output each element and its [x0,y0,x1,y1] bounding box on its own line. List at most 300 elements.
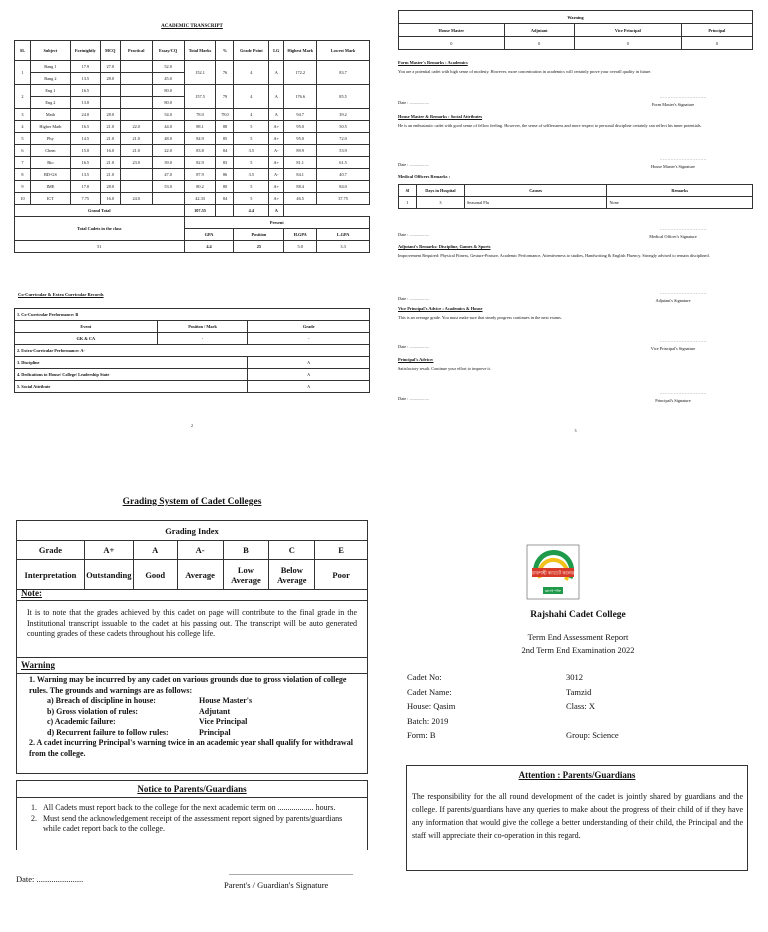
warning-rules-title: Warning [16,658,368,674]
page-number: 3 [574,428,577,433]
cell: 84 [216,145,234,157]
col-header: Grade [248,321,370,333]
interp-cell: Average [177,560,223,590]
grand-total-value: 107.55 [184,205,216,217]
cell: 5 [234,157,269,169]
cell: A+ [269,157,284,169]
guardian-signature-label: Parent's / Guardian's Signature [224,880,329,890]
grade-cell: B [223,541,269,560]
info-value: Tamzid [566,687,592,697]
exam-name: 2nd Term End Examination 2022 [521,645,635,655]
col-header: Fortnightly [70,41,100,61]
cell: 28.0 [100,73,120,85]
marks-table [14,40,370,253]
event-grade: - [248,333,370,345]
interp-cell: Low Average [223,560,269,590]
cell: 7.75 [70,193,100,205]
medical-table [398,184,753,209]
cell: 45.0 [152,73,184,85]
cell: A+ [269,193,284,205]
hgpa-value: 5.0 [284,241,317,253]
interp-cell: Outstanding [84,560,133,590]
interp-cell: Below Average [269,560,315,590]
cell: 53.9 [317,145,370,157]
table-row [15,133,370,145]
cell: 21.0 [100,121,120,133]
cell: 81.1 [284,157,317,169]
adjutant-warnings: 0 [504,37,574,50]
warning-ground-row [29,696,359,707]
cell: 48.0 [152,133,184,145]
warning-ground: b) Gross violation of rules: [47,706,138,716]
note-title: Note: [16,586,368,601]
college-logo [526,544,580,600]
interp-cell: Good [133,560,177,590]
cell-sl: 1 [15,61,31,85]
table-row [15,157,370,169]
table-row [15,61,370,73]
date-label: Date : .................. [398,396,429,401]
table-row [15,121,370,133]
info-value: Class: X [566,701,596,711]
cell: 28.0 [100,109,120,121]
cell: 87.9 [184,169,216,181]
col-header: Principal [681,24,752,37]
list-item [31,814,357,835]
cell: 78.0 [216,109,234,121]
signature-line: .............................. [659,290,707,295]
cell: A [269,109,284,121]
cell-subject: Math [30,109,70,121]
col-header: Essay/CQ [152,41,184,61]
col-header: Vice Principal [574,24,681,37]
grand-total-label: Grand Total [15,205,185,217]
vice-principal-section [398,306,753,321]
grand-lg: A [269,205,284,217]
cell: 172.2 [284,61,317,85]
cell [120,97,152,109]
col-header: Days in Hospital [416,185,464,197]
cell: 5 [234,193,269,205]
cocurricular-title: Co-Curricular & Extra Curricular Records [18,292,104,297]
section-title: House Master & Remarks : Social Attributes [398,114,483,119]
cell: 157.5 [184,85,216,109]
cell: 3 [15,109,31,121]
cell: 3.5 [234,145,269,157]
section-text: He is an enthusiastic cadet with good sense of fellow feeling. However, the sense of selflessness and more respect to personal discipline certainly can reflect his inner potentials. [398,123,702,128]
present-row [15,217,370,229]
marks-header-row [15,41,370,61]
house-master-section [398,114,753,129]
date-label: Date : .................. [398,344,429,349]
cell: 37.75 [317,193,370,205]
grade-cell: C [269,541,315,560]
cell: 6 [15,145,31,157]
signature-label: Vice Principal's Signature [650,346,696,351]
cell: 22.0 [152,145,184,157]
cell: 84.1 [284,169,317,181]
medical-signature-block [398,226,753,240]
lgpa-value: 3.3 [317,241,370,253]
col-header: SL [15,41,31,61]
warning-count-table [398,10,753,50]
cell: 13.5 [70,169,100,181]
cell: 79 [216,85,234,109]
discipline-label: 3. Discipline [15,357,248,369]
cell: 44.0 [152,121,184,133]
summary-header: GPA [184,229,234,241]
info-value: 3012 [566,672,583,682]
info-label: House: Qasim [407,701,456,711]
college-name: Rajshahi Cadet College [530,610,626,620]
cell: 40.7 [317,169,370,181]
cell: 95.0 [284,133,317,145]
cell: 28.0 [100,181,120,193]
cell: 10 [15,193,31,205]
col-header: Subject [30,41,70,61]
col-header: Grade Point [234,41,269,61]
info-value: Group: Science [566,730,619,740]
discipline-grade: A [248,357,370,369]
cell: 47.0 [152,169,184,181]
col-header: Lowest Mark [317,41,370,61]
cell: None [607,197,753,209]
cell: 17.9 [70,61,100,73]
guardian-signature-line: .............................................................. [229,868,353,877]
cell: 7 [15,157,31,169]
cell: 27.0 [100,61,120,73]
warning-ground: d) Recurrent failure to follow rules: [47,727,169,737]
cell: 16.5 [70,85,100,97]
grand-total-row [15,205,370,217]
section-title: Form Master's Remarks : Academics [398,60,468,65]
remarks-page [398,10,753,435]
cell: 4 [234,61,269,85]
list-number: 2. [31,813,37,823]
cell: 52.0 [152,61,184,73]
warning-ground: a) Breach of discipline in house: [47,696,156,705]
cell: 85.5 [317,85,370,109]
cell: 72.0 [317,133,370,145]
cell: 84 [216,193,234,205]
info-label: Batch: 2019 [407,716,449,726]
summary-header: L.GPA [317,229,370,241]
total-cadets-value: 51 [15,241,185,253]
cell-subject: BD-GS [30,169,70,181]
cell: 78.0 [184,109,216,121]
notice-body [16,797,368,850]
cell: 50.5 [317,121,370,133]
transcript-title: ACADEMIC TRANSCRIPT [161,24,223,29]
table-row [15,181,370,193]
signature-label: Principal's Signature [655,398,691,403]
cell: 21.0 [120,145,152,157]
cell: 8 [15,169,31,181]
cell: A- [269,145,284,157]
grade-cell: A- [177,541,223,560]
event-position: - [157,333,248,345]
cell: Seasonal Flu [464,197,607,209]
cell: 4 [234,109,269,121]
cell: 42.33 [184,193,216,205]
cell: 82.9 [184,157,216,169]
cell: 15.0 [70,145,100,157]
cell [120,109,152,121]
cell: 3 [416,197,464,209]
cell: 16.5 [70,121,100,133]
cell [152,193,184,205]
attention-text: The responsibility for the all round development of the cadet is jointly shared by guardians and the college. If parents/guardians have any queries to make about the progress of their child of if they have any information that would give the college a better understanding of their child, the Principal and the staff will appreciate their co-operation in this regard. [412,792,743,840]
signature-label: Adjutant's Signature [655,298,691,303]
col-header: Adjutant [504,24,574,37]
warning-ground-row [29,717,359,728]
position-value: 25 [234,241,284,253]
signature-line: .............................. [659,94,707,99]
cell: 88.4 [284,181,317,193]
section-text: Improvement Required: Physical Fitness, Gesture-Posture, Academic Performance, Attentiveness to studies, Handwriting & English Fluency. Strongly advised to remain disciplined. [398,253,710,258]
guardian-date: Date: ...................... [16,874,84,884]
section-text: You are a potential cadet with high sense of modesty. However, more concentration in academics will certainly prove your overall quality in future. [398,69,652,74]
list-text: Must send the acknowledgement receipt of the assessment report signed by parents/guardians while cadet report back to the college. [43,813,343,833]
grading-index-label: Grading Index [17,521,368,541]
notice-title: Notice to Parents/Guardians [16,780,368,798]
cell: 84.9 [184,133,216,145]
info-label: Cadet No: [407,672,442,682]
cell-subject: Phy [30,133,70,145]
signature-line: .............................. [659,226,707,231]
empty-cell [284,205,370,217]
section-title: Principal's Advice: [398,357,434,362]
date-label: Date : .................. [398,100,429,105]
warning-ground-row [29,728,359,739]
grade-cell: A+ [84,541,133,560]
grade-label: Grade [17,541,85,560]
page-number: 2 [191,423,193,428]
cell-subject: Higher Math [30,121,70,133]
note-text: It is to note that the grades achieved by this cadet on page will contribute to the final grade in the Institutional transcript issuable to the cadet at his passing out. The transcript will be auto generated counting grades of these cadets throughout his college life. [16,600,368,658]
cell: 9 [15,181,31,193]
warning-ground: c) Academic failure: [47,717,116,726]
cell: 3.5 [234,169,269,181]
logo-motto: জ্ঞানই শক্তি [544,589,562,593]
col-header: Event [15,321,158,333]
section-title: Adjutant's Remarks: Discipline, Games & Sports [398,244,491,249]
house-master-warnings: 0 [399,37,505,50]
cell: 21.0 [100,133,120,145]
cell: 80.0 [152,85,184,97]
cell: 13.0 [70,97,100,109]
transcript-page [14,18,370,433]
warning-ground-row [29,707,359,718]
grade-cell: E [315,541,368,560]
table-row [15,193,370,205]
dedication-grade: A [248,369,370,381]
cell: A [269,61,284,85]
col-header: Sl [399,185,417,197]
cell [120,181,152,193]
cell: 46.5 [284,193,317,205]
date-label: Date : .................. [398,162,429,167]
col-header: Total Marks [184,41,216,61]
principal-section [398,357,753,372]
total-cadets-label: Total Cadets in the class [15,217,185,241]
present-label: Present [184,217,369,229]
cell: 21.0 [120,133,152,145]
cell: 176.6 [284,85,317,109]
extra-performance: 2. Extra-Curricular Performance: A- [15,345,370,357]
cell [100,85,120,97]
list-text: All Cadets must report back to the college for the next academic term on .................. hours. [43,803,336,812]
info-label: Cadet Name: [407,687,452,697]
cell: 16.0 [100,193,120,205]
medical-section [398,174,753,179]
summary-value-row [15,241,370,253]
signature-line: .............................. [659,156,707,161]
social-grade: A [248,381,370,393]
cover-page [398,530,758,880]
event-name: GK & CA [15,333,158,345]
cell: A+ [269,121,284,133]
cell-subject: ICT [30,193,70,205]
cell [120,169,152,181]
cell-subject: Bang 1 [30,61,70,73]
cell: A+ [269,133,284,145]
cell: 16.5 [70,157,100,169]
col-header: Position / Mark [157,321,248,333]
cell: 89.9 [284,145,317,157]
gpa-value: 4.4 [184,241,234,253]
cell: 94.7 [284,109,317,121]
cell: A+ [269,181,284,193]
principal-signature-block [398,390,753,404]
warning-authority: House Master's [199,696,253,705]
cell: 21.0 [100,169,120,181]
cell: 39.0 [152,157,184,169]
dedication-label: 4. Dedications to House/ College/ Leadership State [15,369,248,381]
report-title: Term End Assessment Report [527,632,629,642]
table-row [15,109,370,121]
cell: 24.0 [70,109,100,121]
cell: 83 [216,157,234,169]
cell-sl: 2 [15,85,31,109]
house-master-signature-block [398,156,753,170]
date-label: Date : .................. [398,232,429,237]
cell: 39.2 [317,109,370,121]
logo-text: রাজশাহী ক্যাডেট কলেজ [531,571,575,577]
cell: A [269,85,284,109]
grading-index-table [16,520,368,590]
section-text: This is an average grade. You must make sure that steady progress continues in the next exams. [398,315,562,320]
cell: 13.5 [70,73,100,85]
co-performance: 1. Co-Curricular Performance: B [15,309,370,321]
cell: 5 [234,121,269,133]
attention-box [406,765,748,871]
cell: 23.0 [120,157,152,169]
warning-rule-2: 2. A cadet incurring Principal's warning twice in an academic year shall qualify for withdrawal from the college. [29,738,353,758]
signature-label: Form Master's Signature [651,102,695,107]
warning-title: Warning [399,11,753,24]
warning-authority: Adjutant [199,706,231,716]
info-label: Form: B [407,730,436,740]
grading-page [16,490,368,920]
cell [100,97,120,109]
cell: 80.2 [184,181,216,193]
col-header: MCQ [100,41,120,61]
warning-rules-body [16,673,368,774]
cell [120,85,152,97]
cell: 24.0 [120,193,152,205]
signature-line: .............................. [659,390,707,395]
cell: 1 [399,197,417,209]
cell [120,61,152,73]
cell: 5 [234,133,269,145]
cell: 53.0 [152,181,184,193]
cell: 21.0 [100,157,120,169]
cell: 80.0 [152,97,184,109]
cell-subject: IME [30,181,70,193]
col-header: % [216,41,234,61]
cell: 5 [15,133,31,145]
section-title: Vice Principal's Advice : Academics & House [398,306,483,311]
cell: 22.0 [120,121,152,133]
adjutant-section [398,244,753,259]
signature-label: House Master's Signature [651,164,695,169]
list-number: 1. [31,803,37,812]
cell: 54.0 [152,109,184,121]
col-header: Causes [464,185,607,197]
adjutant-signature-block [398,290,753,304]
cell: 4 [234,85,269,109]
vice-principal-warnings: 0 [574,37,681,50]
col-header: Highest Mark [284,41,317,61]
summary-header: H.GPA [284,229,317,241]
section-text: Satisfactory result. Continue your effort to improve it. [398,366,491,371]
subject-rows [15,109,370,205]
col-header: LG [269,41,284,61]
date-label: Date : .................. [398,296,429,301]
section-title: Medical Officers Remarks : [398,174,451,179]
list-item [31,803,357,814]
cell: 76 [216,61,234,85]
cell: 83.8 [184,145,216,157]
cell: 86 [216,169,234,181]
interp-cell: Poor [315,560,368,590]
cell: 5 [234,181,269,193]
table-row [15,169,370,181]
cell: 83.7 [317,61,370,85]
cell: 14.5 [70,133,100,145]
cell: 84.0 [317,181,370,193]
cell-subject: Chem [30,145,70,157]
summary-header: Position [234,229,284,241]
warning-rule-1: 1. Warning may be incurred by any cadet on various grounds due to gross violation of college rules. The grounds and warnings are as follows: [29,675,347,695]
cell-subject: Eng 2 [30,97,70,109]
cell: 95.0 [284,121,317,133]
cell: 17.0 [70,181,100,193]
col-header: House Master [399,24,505,37]
grading-title: Grading System of Cadet Colleges [122,497,262,507]
table-row [15,145,370,157]
col-header: Practical [120,41,152,61]
grand-gp: 4.4 [234,205,269,217]
cell: 61.5 [317,157,370,169]
cell: A- [269,169,284,181]
cell-subject: Bio [30,157,70,169]
warning-authority: Principal [199,727,231,737]
cell: 80 [216,181,234,193]
signature-label: Medical Officer's Signature [649,234,697,239]
warning-authority: Vice Principal [199,717,248,726]
